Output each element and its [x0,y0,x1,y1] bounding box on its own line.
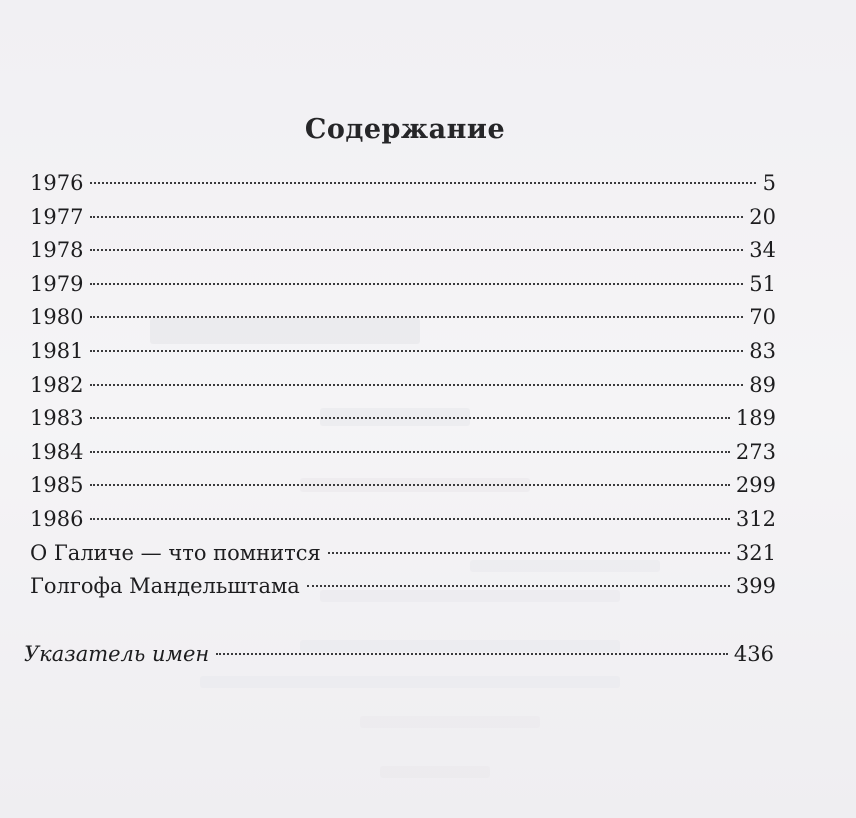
bleed-through-shadow [360,716,540,728]
toc-dot-leader [90,518,729,520]
toc-entry-page: 34 [749,238,776,263]
toc-entry [30,537,776,571]
toc-entry-page: 89 [749,372,776,397]
toc-entry-page: 436 [733,642,774,666]
toc-entry-page: 189 [735,406,776,431]
toc-entry [30,268,776,302]
toc-entry-page: 299 [735,473,776,498]
toc-entry-label: 1981 [30,338,84,363]
toc-entry-label: 1986 [30,506,84,531]
toc-entry-page: 70 [749,305,776,330]
toc-entry [30,436,776,470]
toc-dot-leader [90,216,743,218]
toc-entry-page: 399 [735,574,776,599]
toc-dot-leader [90,182,756,184]
toc-dot-leader [90,249,743,251]
toc-entry-label: 1976 [30,171,84,195]
toc-entry-label: 1979 [30,271,84,296]
toc-dot-leader [90,484,729,486]
toc-entry [30,301,776,335]
toc-entry-label: Указатель имен [24,642,210,666]
toc-entry-label: 1982 [30,372,84,397]
toc-entry [30,469,776,503]
toc-entry-page: 312 [735,506,776,531]
toc-entry-label: 1983 [30,406,84,431]
bleed-through-shadow [200,676,620,688]
toc-entry [30,335,776,369]
toc-entry [30,570,776,604]
toc-entry-page: 83 [749,338,776,363]
toc-dot-leader [90,384,743,386]
toc-dot-leader [90,350,743,352]
toc-entry-page: 321 [735,540,776,565]
toc-entry [30,503,776,537]
toc-dot-leader [90,451,729,453]
toc-entry [30,167,776,201]
toc-entry-label: О Галиче — что помнится [30,540,321,565]
toc-entry-label: Голгофа Мандельштама [30,574,300,599]
toc-entry-page: 51 [749,271,776,296]
toc-entry [30,369,776,403]
toc-entry [30,201,776,235]
toc-dot-leader [328,552,730,554]
toc-dot-leader [90,417,729,419]
toc-entry [30,234,776,268]
toc-entry-index [24,638,774,672]
toc-dot-leader [216,653,728,655]
toc-entry [30,402,776,436]
table-of-contents [30,167,776,604]
toc-dot-leader [90,283,743,285]
toc-dot-leader [307,585,730,587]
toc-dot-leader [90,316,743,318]
toc-entry-label: 1980 [30,305,84,330]
toc-entry-page: 5 [762,171,776,195]
bleed-through-shadow [380,766,490,778]
toc-entry-label: 1977 [30,204,84,229]
toc-entry-label: 1978 [30,238,84,263]
toc-entry-label: 1984 [30,439,84,464]
page-title: Содержание [304,114,506,146]
toc-entry-page: 273 [735,439,776,464]
toc-entry-page: 20 [749,204,776,229]
toc-entry-label: 1985 [30,473,84,498]
